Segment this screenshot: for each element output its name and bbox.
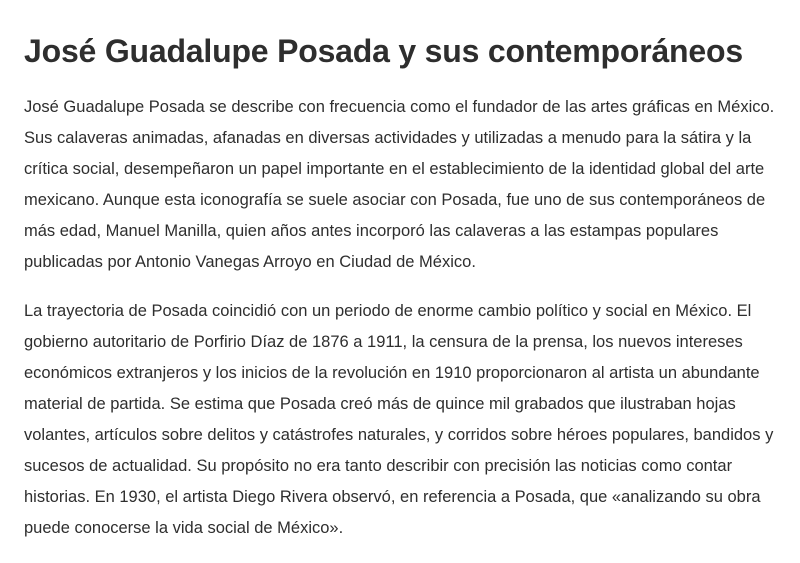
article-paragraph-1: José Guadalupe Posada se describe con frecuencia como el fundador de las artes gráficas en México. Sus calaveras animadas, afanadas en diversas actividades y utilizadas a menudo para la sátira y la crítica social, desempeñaron un papel importante en el establecimiento de la identidad global del arte mexicano. Aunque esta iconografía se suele asociar con Posada, fue uno de sus contemporáneos de más edad, Manuel Manilla, quien años antes incorporó las calaveras a las estampas populares publicadas por Antonio Vanegas Arroyo en Ciudad de México.: [24, 98, 775, 271]
article-paragraph-2: La trayectoria de Posada coincidió con un periodo de enorme cambio político y social en México. El gobierno autoritario de Porfirio Díaz de 1876 a 1911, la censura de la prensa, los nuevos intereses económicos extranjeros y los inicios de la revolución en 1910 proporcionaron al artista un abundante material de partida. Se estima que Posada creó más de quince mil grabados que ilustraban hojas volantes, artículos sobre delitos y catástrofes naturales, y corridos sobre héroes populares, bandidos y sucesos de actualidad. Su propósito no era tanto describir con precisión las noticias como contar historias. En 1930, el artista Diego Rivera observó, en referencia a Posada, que «analizando su obra puede conocerse la vida social de México».: [24, 302, 774, 537]
article-title: José Guadalupe Posada y sus contemporáneos: [24, 33, 743, 69]
